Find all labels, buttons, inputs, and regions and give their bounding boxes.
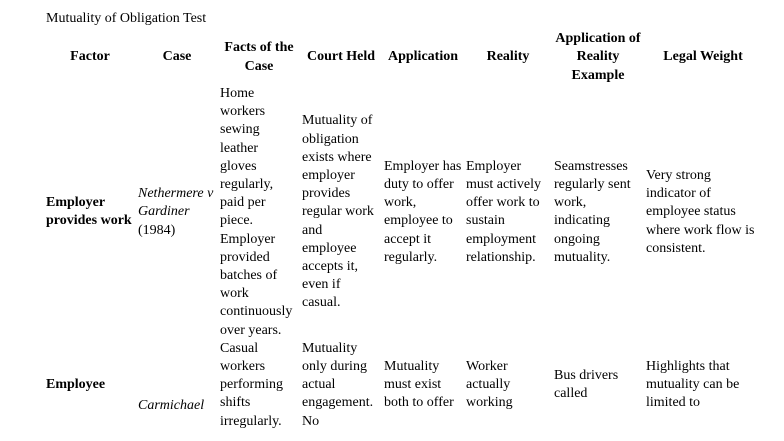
column-header-case: Case xyxy=(162,49,192,65)
case-name: Carmichael xyxy=(138,397,205,413)
column-header-example: Application of Reality Example xyxy=(555,31,641,83)
column-header-facts: Facts of the Case xyxy=(224,40,294,74)
column-header-reality: Reality xyxy=(486,49,530,65)
factor-cell: Employer provides work xyxy=(46,195,132,229)
facts-cell: Casual workers performing shifts irregularly. xyxy=(220,340,283,429)
legal-weight-cell: Very strong indicator of employee status where work flow is consistent. xyxy=(646,167,755,256)
column-header-factor: Factor xyxy=(70,49,110,65)
application-cell: Employer has duty to offer work, employee to accept it regularly. xyxy=(384,158,462,265)
table-row xyxy=(44,340,762,431)
reality-cell: Employer must actively offer work to sustain employment relationship. xyxy=(466,158,542,265)
case-name: Nethermere v Gardiner xyxy=(138,186,214,220)
column-header-legal-weight: Legal Weight xyxy=(663,49,743,65)
facts-cell: Home workers sewing leather gloves regularly, paid per piece. Employer provided batches of work continuously over years. xyxy=(220,86,293,338)
case-cell xyxy=(136,340,218,431)
court-held-cell: Mutuality only during actual engagement. No xyxy=(302,340,374,429)
example-cell: Seamstresses regularly sent work, indicating ongoing mutuality. xyxy=(554,158,631,265)
factor-cell: Employee xyxy=(46,377,106,393)
legal-weight-cell: Highlights that mutuality can be limited to xyxy=(646,359,740,411)
mutuality-table xyxy=(44,30,762,431)
column-header-court-held: Court Held xyxy=(306,49,376,65)
application-cell: Mutuality must exist both to offer xyxy=(384,359,454,411)
reality-cell: Worker actually working xyxy=(466,359,513,411)
table-row xyxy=(44,85,762,340)
case-cell xyxy=(136,85,218,340)
header-row xyxy=(44,30,762,85)
court-held-cell: Mutuality of obligation exists where employer provides regular work and employee accepts it, even if casual. xyxy=(302,113,374,311)
example-cell: Bus drivers called xyxy=(554,368,619,402)
column-header-application: Application xyxy=(387,49,458,65)
case-year: (1984) xyxy=(138,222,176,238)
page-title: Mutuality of Obligation Test xyxy=(46,11,207,26)
